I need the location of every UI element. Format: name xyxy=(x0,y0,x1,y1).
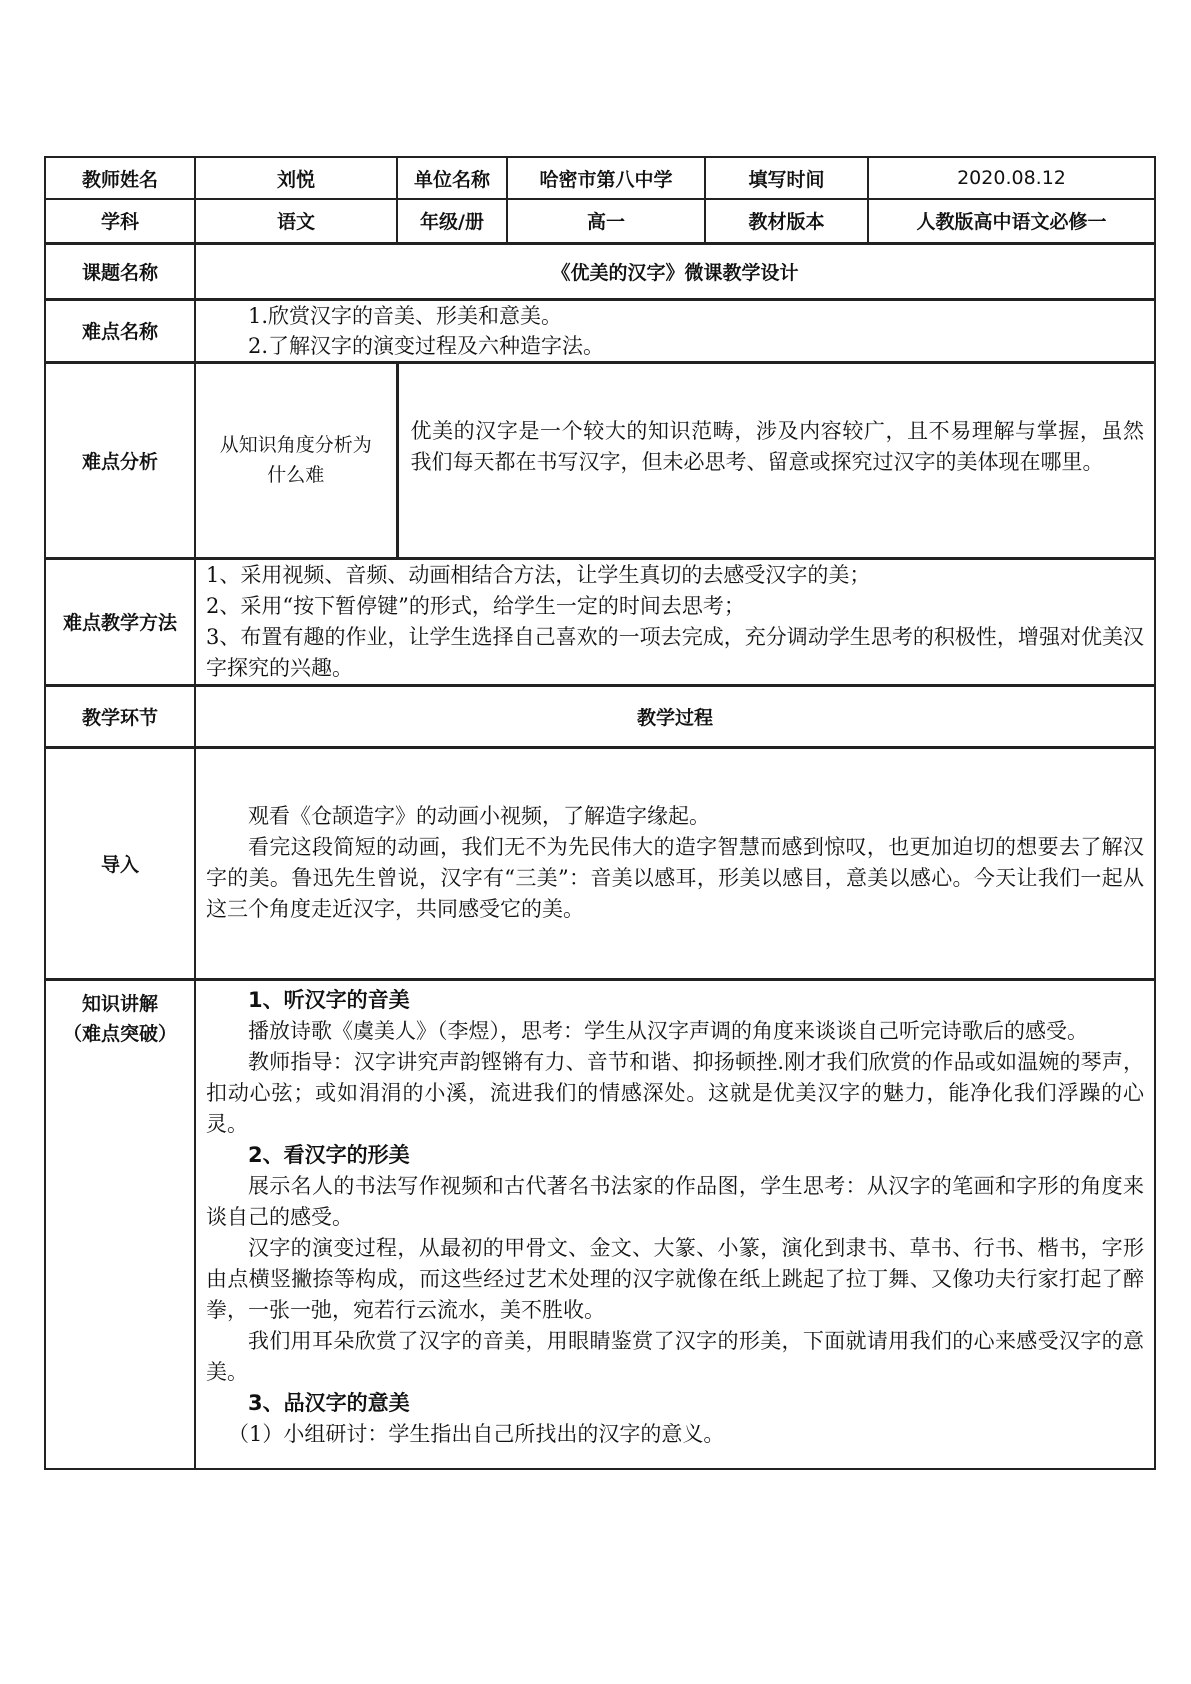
teacher-label: 教师姓名 xyxy=(45,157,195,199)
knowledge-sub-label: （难点突破） xyxy=(62,1022,177,1045)
header-row-2 xyxy=(45,199,1155,243)
knowledge-content xyxy=(195,979,1155,1469)
section-1-paragraph-2: 教师指导：汉字讲究声韵铿锵有力、音节和谐、抑扬顿挫.刚才我们欣赏的作品或如温婉的琴声，扣动心弦；或如涓涓的小溪，流进我们的情感深处。这就是优美汉字的魅力，能净化我们浮躁的心灵。 xyxy=(206,1049,1144,1136)
grade-label: 年级/册 xyxy=(397,199,507,243)
time-value: 2020.08.12 xyxy=(868,157,1155,199)
intro-paragraph-1: 观看《仓颉造字》的动画小视频，了解造字缘起。 xyxy=(248,804,710,828)
section-1-title: 1、听汉字的音美 xyxy=(248,987,410,1012)
knowledge-label: 知识讲解 xyxy=(81,992,158,1015)
section-3-title: 3、品汉字的意美 xyxy=(248,1390,410,1415)
section-2-title: 2、看汉字的形美 xyxy=(248,1142,410,1167)
method-line-3: 3、布置有趣的作业，让学生选择自己喜欢的一项去完成，充分调动学生思考的积极性，增强对优美汉字探究的兴趣。 xyxy=(206,624,1144,680)
section-2-paragraph-2: 汉字的演变过程，从最初的甲骨文、金文、大篆、小篆，演化到隶书、草书、行书、楷书，字形由点横竖撇捺等构成，而这些经过艺术处理的汉字就像在纸上跳起了拉丁舞、又像功夫行家打起了醉拳，一张一弛，宛若行云流水，美不胜收。 xyxy=(206,1235,1144,1322)
process-header-row xyxy=(45,685,1155,747)
lesson-plan-sheet xyxy=(44,156,1154,1470)
method-line-1: 1、采用视频、音频、动画相结合方法，让学生真切的去感受汉字的美； xyxy=(206,562,871,587)
difficulty-row xyxy=(45,299,1155,362)
process-stage-label: 教学环节 xyxy=(45,685,195,747)
section-2-paragraph-1: 展示名人的书法写作视频和古代著名书法家的作品图，学生思考：从汉字的笔画和字形的角度来谈自己的感受。 xyxy=(206,1173,1144,1229)
lesson-plan-table xyxy=(44,156,1156,1470)
intro-label: 导入 xyxy=(45,747,195,979)
subject-label: 学科 xyxy=(45,199,195,243)
process-label: 教学过程 xyxy=(195,685,1155,747)
intro-row xyxy=(45,747,1155,979)
topic-value: 《优美的汉字》微课教学设计 xyxy=(195,243,1155,299)
knowledge-row xyxy=(45,979,1155,1469)
intro-paragraph-2: 看完这段简短的动画，我们无不为先民伟大的造字智慧而感到惊叹，也更加迫切的想要去了解汉字的美。鲁迅先生曾说，汉字有“三美”：音美以感耳，形美以感目，意美以感心。今天让我们一起从这三个角度走近汉字，共同感受它的美。 xyxy=(206,835,1144,921)
analysis-text: 优美的汉字是一个较大的知识范畴，涉及内容较广，且不易理解与掌握，虽然我们每天都在书写汉字，但未必思考、留意或探究过汉字的美体现在哪里。 xyxy=(397,362,1155,558)
edition-value: 人教版高中语文必修一 xyxy=(868,199,1155,243)
header-row-1 xyxy=(45,157,1155,199)
unit-value: 哈密市第八中学 xyxy=(507,157,705,199)
analysis-label: 难点分析 xyxy=(45,362,195,558)
topic-row xyxy=(45,243,1155,299)
section-2-paragraph-3: 我们用耳朵欣赏了汉字的音美，用眼睛鉴赏了汉字的形美，下面就请用我们的心来感受汉字的意美。 xyxy=(206,1328,1144,1384)
section-3-paragraph-1: （1）小组研讨：学生指出自己所找出的汉字的意义。 xyxy=(228,1421,725,1446)
intro-content xyxy=(195,747,1155,979)
analysis-sub-label: 从知识角度分析为什么难 xyxy=(195,362,397,558)
subject-value: 语文 xyxy=(195,199,397,243)
knowledge-label-cell xyxy=(45,979,195,1469)
time-label: 填写时间 xyxy=(705,157,868,199)
teacher-value: 刘悦 xyxy=(195,157,397,199)
difficulty-line-1: 1.欣赏汉字的音美、形美和意美。 xyxy=(248,303,563,328)
analysis-row xyxy=(45,362,1155,558)
difficulty-line-2: 2.了解汉字的演变过程及六种造字法。 xyxy=(248,333,605,358)
difficulty-content xyxy=(195,299,1155,362)
edition-label: 教材版本 xyxy=(705,199,868,243)
topic-label: 课题名称 xyxy=(45,243,195,299)
methods-row xyxy=(45,558,1155,685)
method-line-2: 2、采用“按下暂停键”的形式，给学生一定的时间去思考； xyxy=(206,593,745,618)
section-1-paragraph-1: 播放诗歌《虞美人》（李煜），思考：学生从汉字声调的角度来谈谈自己听完诗歌后的感受。 xyxy=(248,1018,1088,1043)
grade-value: 高一 xyxy=(507,199,705,243)
difficulty-label: 难点名称 xyxy=(45,299,195,362)
unit-label: 单位名称 xyxy=(397,157,507,199)
methods-content xyxy=(195,558,1155,685)
methods-label: 难点教学方法 xyxy=(45,558,195,685)
